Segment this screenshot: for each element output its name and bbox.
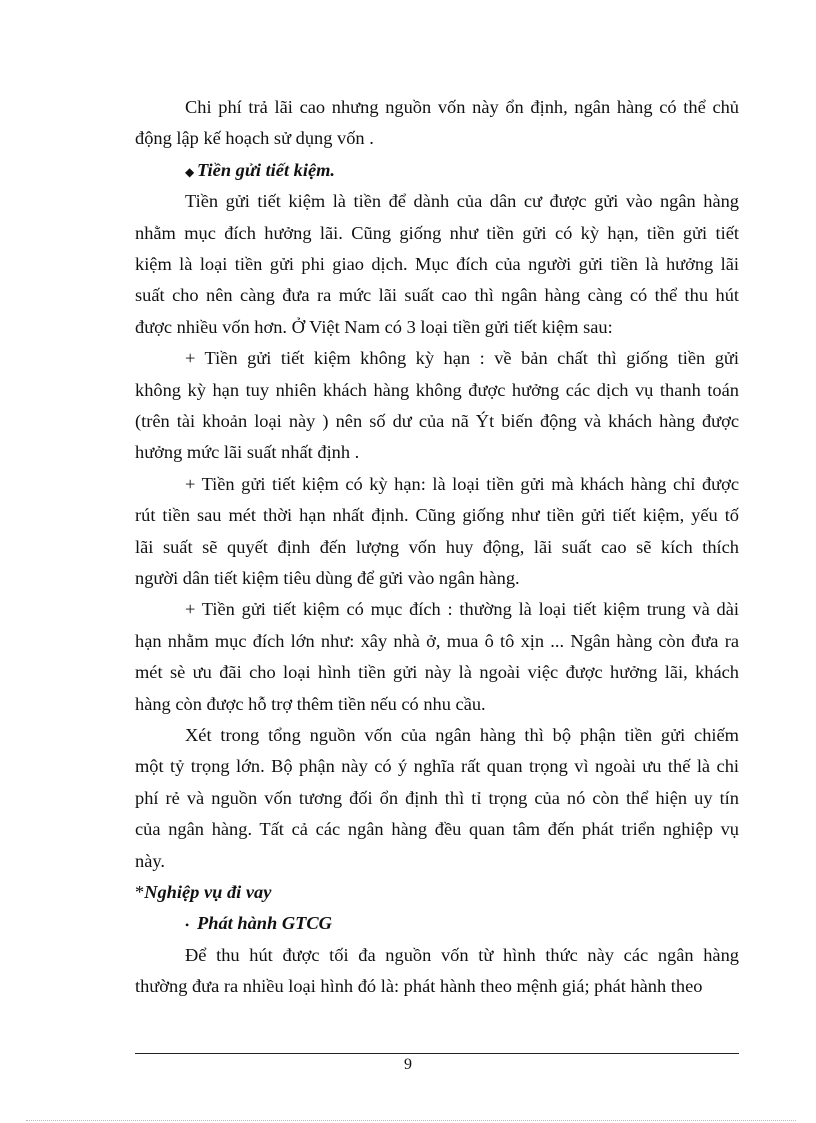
footer-rule [135, 1053, 739, 1054]
text-line: + Tiền gửi tiết kiệm có mục đích : thường là loại tiết kiệm trung và dài [185, 599, 739, 620]
text-line: rút tiền sau mét thời hạn nhất định. Cũng giống như tiền gửi tiết kiệm, yếu tố [135, 505, 739, 526]
heading-text: Phát hành GTCG [197, 913, 332, 934]
text-line: Để thu hút được tối đa nguồn vốn từ hình thức này các ngân hàng [185, 944, 739, 965]
text-line: thường đưa ra nhiều loại hình đó là: phát hành theo mệnh giá; phát hành theo [135, 976, 703, 997]
text-line: người dân tiết kiệm tiêu dùng để gửi vào ngân hàng. [135, 568, 520, 588]
section-heading [135, 908, 739, 938]
text-line: hạn nhằm mục đích lớn như: xây nhà ở, mua ô tô xịn ... Ngân hàng còn đưa ra [135, 630, 739, 651]
section-heading [135, 877, 739, 907]
text-line: một tỷ trọng lớn. Bộ phận này có ý nghĩa rất quan trọng vì ngoài ưu thế là chi [135, 756, 739, 777]
text-line: lãi suất sẽ quyết định đến lượng vốn huy động, lãi suất cao sẽ kích thích [135, 536, 739, 557]
bullet-icon: ◆ [185, 164, 195, 179]
text-line: không kỳ hạn tuy nhiên khách hàng không được hưởng các dịch vụ thanh toán [135, 379, 739, 400]
text-line: suất cho nên càng đưa ra mức lãi suất cao thì ngân hàng càng có thể thu hút [135, 285, 739, 306]
text-line: phí rẻ và nguồn vốn tương đối ổn định thì tỉ trọng của nó còn thể hiện uy tín [135, 787, 739, 808]
text-line: + Tiền gửi tiết kiệm không kỳ hạn : về bản chất thì giống tiền gửi [185, 348, 739, 369]
section-heading [135, 155, 739, 185]
text-line: kiệm là loại tiền gửi phi giao dịch. Mục đích của người gửi tiền là hưởng lãi [135, 254, 739, 274]
text-line: hưởng mức lãi suất nhất định . [135, 442, 360, 463]
page-number: 9 [404, 1056, 412, 1073]
text-line: được nhiều vốn hơn. Ở Việt Nam có 3 loại tiền gửi tiết kiệm sau: [135, 316, 613, 337]
text-line: (trên tài khoản loại này ) nên số dư của nã Ýt biến động và khách hàng được [135, 411, 739, 431]
text-line: động lập kế hoạch sử dụng vốn . [135, 128, 374, 149]
heading-text: Tiền gửi tiết kiệm. [197, 159, 336, 180]
text-line: của ngân hàng. Tất cả các ngân hàng đều quan tâm đến phát triển nghiệp vụ [135, 819, 739, 840]
heading-prefix: * [135, 882, 145, 902]
text-line: + Tiền gửi tiết kiệm có kỳ hạn: là loại tiền gửi mà khách hàng chỉ được [185, 473, 739, 494]
text-line: này. [135, 850, 165, 871]
bullet-icon: • [185, 918, 190, 933]
text-line: mét sè ưu đãi cho loại hình tiền gửi này là ngoài việc được hưởng lãi, khách [135, 662, 739, 683]
text-line: Xét trong tổng nguồn vốn của ngân hàng thì bộ phận tiền gửi chiếm [185, 725, 739, 745]
text-line: nhằm mục đích hưởng lãi. Cũng giống như tiền gửi có kỳ hạn, tiền gửi tiết [135, 222, 739, 243]
text-line: Tiền gửi tiết kiệm là tiền để dành của dân cư được gửi vào ngân hàng [185, 191, 739, 212]
text-line: hàng còn được hỗ trợ thêm tiền nếu có nhu cầu. [135, 693, 486, 714]
page-bottom-border [26, 1120, 796, 1121]
heading-text: Nghiệp vụ đi vay [144, 882, 272, 902]
text-line: Chi phí trả lãi cao nhưng nguồn vốn này ổn định, ngân hàng có thể chủ [185, 97, 739, 117]
